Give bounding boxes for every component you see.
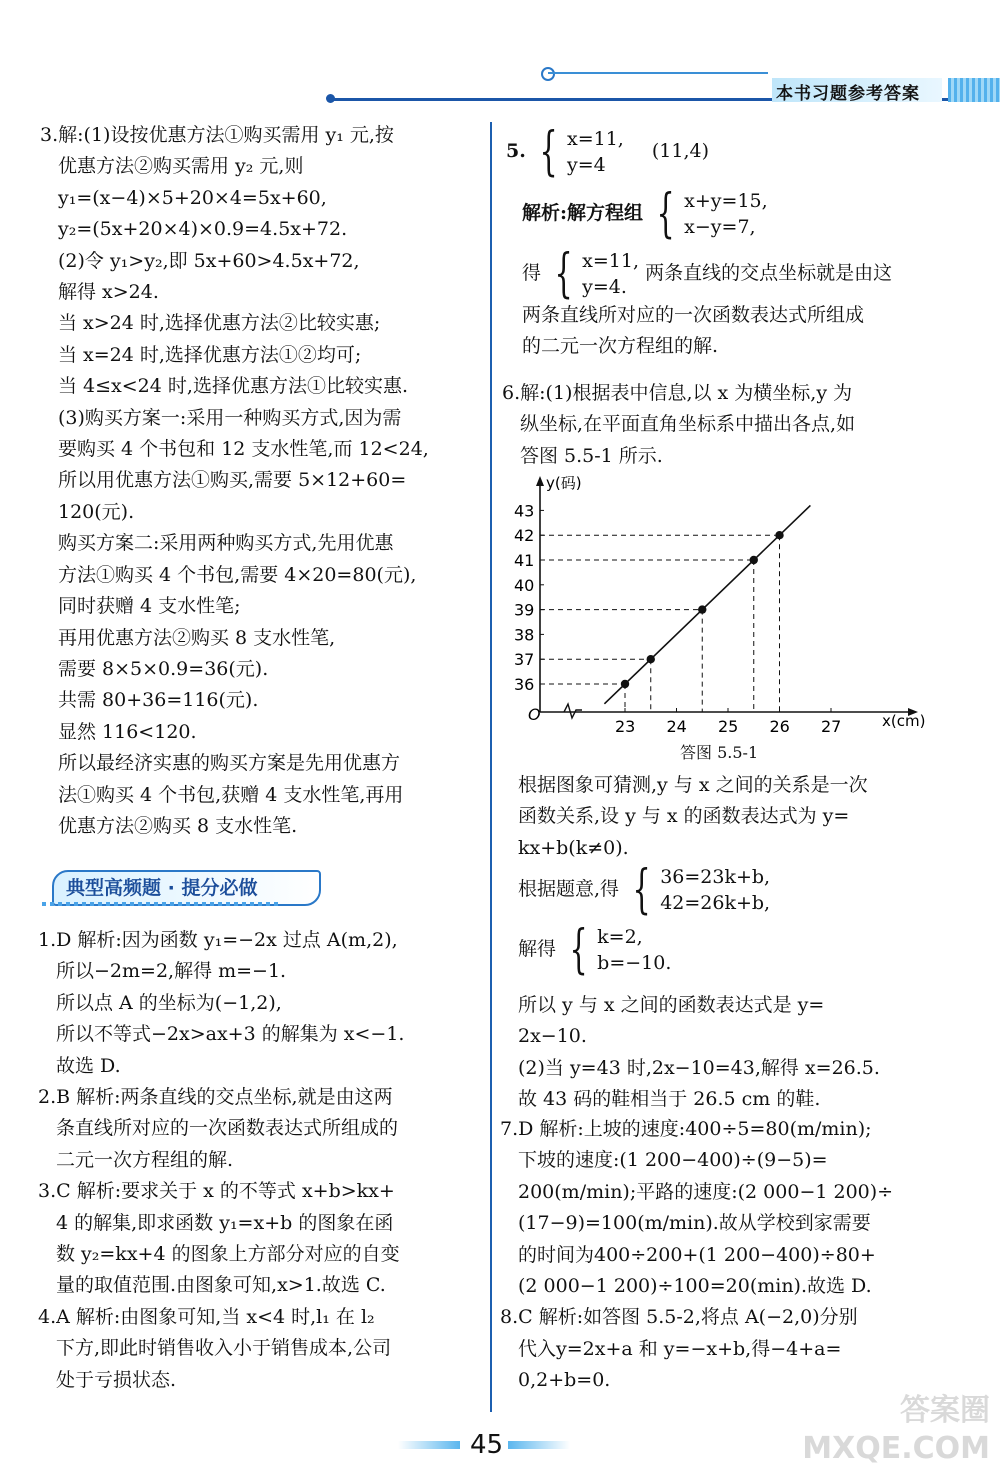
x-tick-label: 24 [666,717,687,736]
text-line: 二元一次方程组的解. [56,1148,234,1171]
q5-jx-label: 解析:解方程组 [522,202,644,224]
header-ornament-line [548,72,768,74]
text-line: 所以不等式−2x>ax+3 的解集为 x<−1. [56,1023,405,1046]
y-tick-label: 36 [514,675,535,694]
text-line: 2x−10. [518,1025,587,1048]
x-tick-label: 27 [821,717,842,736]
q5-jx-line [506,184,892,244]
q6-sys2-line [518,920,770,980]
text-line: 处于亏损状态. [56,1368,177,1391]
q5-sys3-row: y=4. [582,276,627,298]
q5-system3: { x=11, y=4. [554,244,640,304]
watermark-line: 答案圈 [900,1393,990,1428]
text-line: 1.D 解析:因为函数 y₁=−2x 过点 A(m,2), [38,929,398,951]
q5-sys-row: y=4 [566,154,606,176]
q6-sys1-line [518,860,771,920]
text-line: 4.A 解析:由图象可知,当 x<4 时,l₁ 在 l₂ [38,1305,375,1328]
axis-break-mark [564,704,582,718]
text-line: 购买方案二:采用两种购买方式,先用优惠 [58,532,394,555]
header-stripes [948,78,1000,102]
q6-sys1-label: 根据题意,得 [518,878,620,900]
text-line: 7.D 解析:上坡的速度:400÷5=80(m/min); [500,1118,872,1140]
q5-sys2-row: x+y=15, [684,190,768,212]
q5-line: 的二元一次方程组的解. [522,335,719,358]
y-tick-label: 41 [514,551,535,570]
text-line: 显然 116<120. [58,720,197,743]
x-axis-label: x(cm) [882,712,926,730]
q6-sys1-row: 36=23k+b, [660,866,771,888]
text-line: kx+b(k≠0). [518,836,629,859]
y-tick-label: 39 [514,600,535,620]
text-line: 根据图象可猜测,y 与 x 之间的关系是一次 [518,774,868,796]
text-line: 函数关系,设 y 与 x 的函数表达式为 y= [518,805,850,828]
right-q6-systems [518,860,771,980]
text-line: 方法①购买 4 个书包,需要 4×20=80(元), [58,563,417,586]
text-line: 法①购买 4 个书包,获赠 4 支水性笔,再用 [58,783,404,806]
q5-de-line [506,244,893,304]
header-title: 本书习题参考答案 [776,84,920,104]
y-axis-arrow [536,476,544,486]
watermark [802,1392,990,1468]
q6-sys1: { 36=23k+b, 42=26k+b, [632,860,771,920]
text-line: 所以最经济实惠的购买方案是先用优惠方 [58,752,401,775]
page-number: 45 [470,1430,504,1460]
text-line: 代入y=2x+a 和 y=−x+b,得−4+a= [518,1337,842,1360]
y-tick-label: 40 [514,575,535,595]
text-line: 所以用优惠方法①购买,需要 5×12+60= [58,469,407,492]
data-point [698,605,706,613]
text-line: 数 y₂=kx+4 的图象上方部分对应的自变 [56,1243,400,1266]
y-tick-label: 43 [514,501,535,521]
origin-label: O [528,705,541,724]
right-q6-after [518,770,868,864]
q5-line: 两条直线所对应的一次函数表达式所组成 [522,304,865,326]
x-tick-label: 23 [615,717,636,736]
section-title: 典型高频题 · 提分必做 [66,877,258,899]
q5-point: (11,4) [651,140,710,162]
text-line: 的时间为400÷200+(1 200−400)÷80+ [518,1243,876,1266]
text-line: 当 x>24 时,选择优惠方法②比较实惠; [58,312,381,335]
text-line: 答图 5.5-1 所示. [520,444,663,467]
text-line: 200(m/min);平路的速度:(2 000−1 200)÷ [518,1180,894,1203]
text-line: 下方,即此时销售收入小于销售成本,公司 [56,1337,392,1360]
right-q5-block [506,122,893,363]
q6-sys2-label: 解得 [518,938,557,960]
watermark-line: MXQE.COM [802,1431,990,1466]
left-answers-block [38,925,404,1396]
answer-figure-5-5-1 [510,470,930,740]
right-q6-rest [518,990,880,1116]
text-line: 要购买 4 个书包和 12 支水性笔,而 12<24, [58,438,429,461]
text-line: 当 4≤x<24 时,选择优惠方法①比较实惠. [58,375,408,398]
text-line: 4 的解集,即求函数 y₁=x+b 的图象在函 [56,1211,394,1234]
x-tick-label: 26 [769,717,790,736]
text-line: 2.B 解析:两条直线的交点坐标,就是由这两 [38,1086,393,1109]
text-line: 需要 8×5×0.9=36(元). [58,657,269,680]
text-line: 3.解:(1)设按优惠方法①购买需用 y₁ 元,按 [40,124,394,146]
text-line: (2 000−1 200)÷100=20(min).故选 D. [518,1275,872,1298]
q5-sys3-row: x=11, [582,250,640,272]
text-line: 共需 80+36=116(元). [58,689,259,712]
right-q7-q8 [500,1114,893,1397]
q5-system: { x=11, y=4 [539,122,624,182]
text-line: (17−9)=100(m/min).故从学校到家需要 [518,1212,871,1235]
text-line: (2)当 y=43 时,2x−10=43,解得 x=26.5. [518,1056,880,1079]
text-line: (2)令 y₁>y₂,即 5x+60>4.5x+72, [58,249,360,272]
q6-sys2-row: b=−10. [597,952,672,974]
text-line: 条直线所对应的一次函数表达式所组成的 [56,1117,399,1140]
page-number-ornament [398,1441,460,1449]
text-line: 优惠方法②购买 8 支水性笔. [58,814,298,837]
text-line: (3)购买方案一:采用一种购买方式,因为需 [58,406,402,429]
y-tick-label: 37 [514,650,535,670]
y-axis-label: y(码) [546,474,582,492]
text-line: y₁=(x−4)×5+20×4=5x+60, [58,186,327,209]
text-line: 量的取值范围.由图象可知,x>1.故选 C. [56,1274,386,1297]
text-line: 故选 D. [56,1054,121,1077]
text-line: 8.C 解析:如答图 5.5-2,将点 A(−2,0)分别 [500,1306,858,1329]
q5-sys2-row: x−y=7, [684,216,756,238]
text-line: 解得 x>24. [58,281,159,304]
data-point [621,680,629,688]
left-q3-block [40,120,429,842]
q5-system2: { x+y=15, x−y=7, [656,184,768,244]
column-divider [490,122,492,1412]
q6-sys2: { k=2, b=−10. [569,920,672,980]
text-line: 120(元). [58,500,135,523]
header-ornament-dot [541,67,555,81]
text-line: 下坡的速度:(1 200−400)÷(9−5)= [518,1149,828,1172]
q6-sys2-row: k=2, [597,926,643,948]
q5-sys-row: x=11, [566,128,624,150]
text-line: 6.解:(1)根据表中信息,以 x 为横坐标,y 为 [502,382,853,404]
text-line: 当 x=24 时,选择优惠方法①②均可; [58,343,362,366]
text-line: 纵坐标,在平面直角坐标系中描出各点,如 [520,413,856,436]
text-line: 同时获赠 4 支水性笔; [58,595,241,618]
text-line: 所以点 A 的坐标为(−1,2), [56,991,282,1014]
figure-caption: 答图 5.5-1 [680,743,759,762]
text-line: 所以−2m=2,解得 m=−1. [56,960,287,983]
q5-answer-line [506,122,892,182]
text-line: 0,2+b=0. [518,1369,611,1392]
data-point [750,556,758,564]
text-line: 再用优惠方法②购买 8 支水性笔, [58,626,336,649]
q5-de: 得 [522,262,542,284]
page-number-ornament [508,1441,570,1449]
q5-number: 5. [506,140,526,162]
y-tick-label: 42 [514,526,535,546]
data-point [647,655,655,663]
text-line: 优惠方法②购买需用 y₂ 元,则 [58,155,304,178]
data-point [775,531,783,539]
text-line: y₂=(5x+20×4)×0.9=4.5x+72. [58,218,348,241]
right-q6-intro [502,378,855,472]
text-line: 3.C 解析:要求关于 x 的不等式 x+b>kx+ [38,1180,395,1203]
y-tick-label: 38 [514,625,535,645]
q5-tail: 两条直线的交点坐标就是由这 [645,262,893,284]
x-tick-label: 25 [718,717,739,736]
text-line: 所以 y 与 x 之间的函数表达式是 y= [518,994,825,1016]
section-underline [42,902,282,906]
text-line: 故 43 码的鞋相当于 26.5 cm 的鞋. [518,1088,821,1111]
q6-sys1-row: 42=26k+b, [660,892,771,914]
